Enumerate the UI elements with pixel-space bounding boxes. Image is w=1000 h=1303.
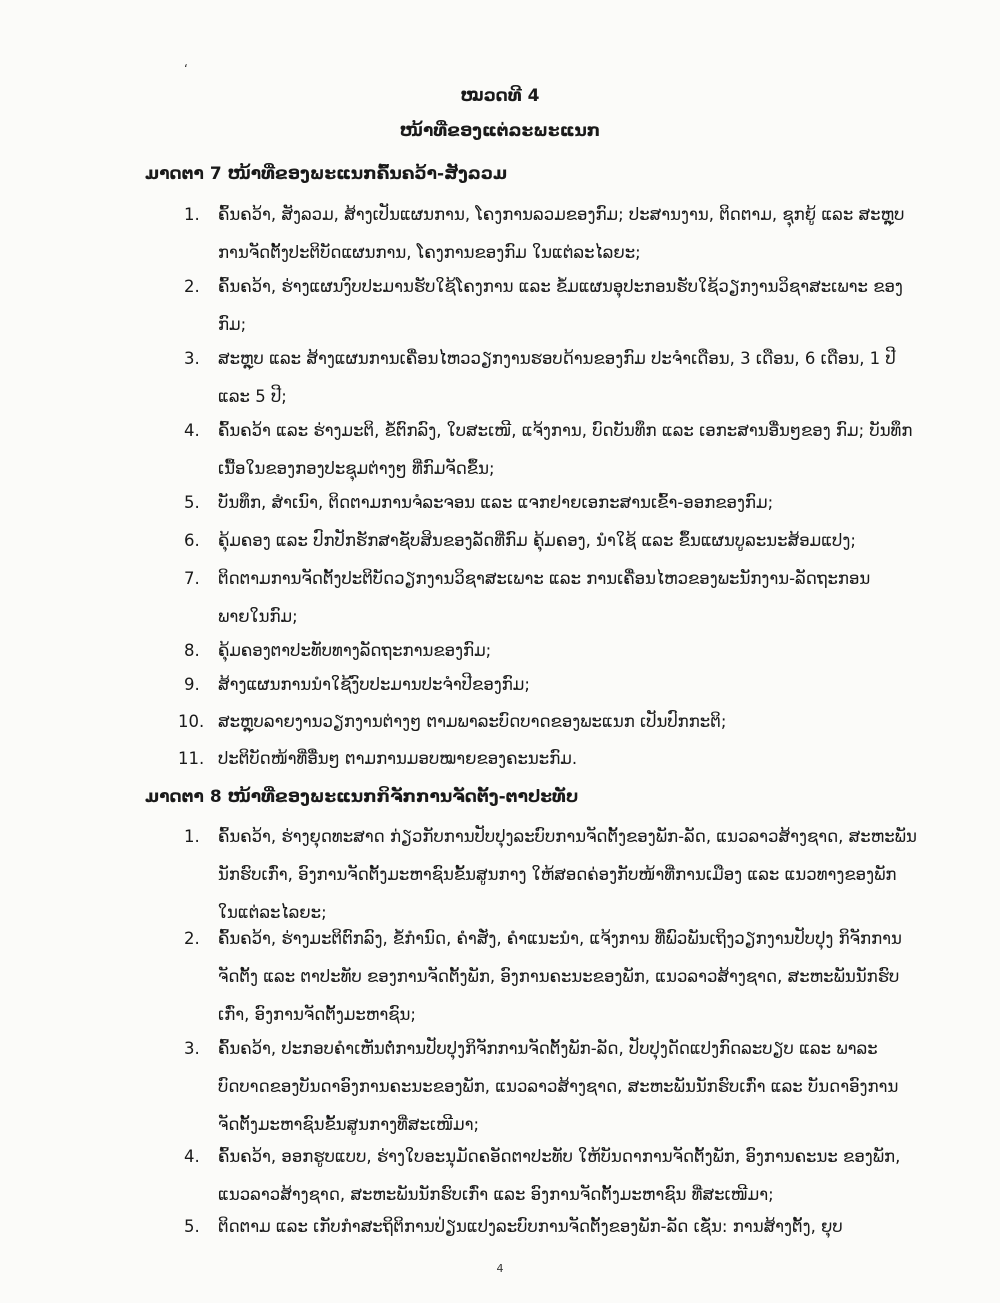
chapter-number: ໝວດທີ 4 <box>460 86 540 106</box>
item-number: 5. <box>184 1217 200 1236</box>
item-text: ຕິດຕາມການຈັດຕັ້ງປະຕິບັດວຽກງານວິຊາສະເພາະ ແລະ ການເຄື່ອນໄຫວຂອງພະນັກງານ-ລັດຖະກອນ ພາຍໃນກົມ; <box>218 569 871 626</box>
item-text: ຄົ້ນຄວ້າ ແລະ ຮ່າງມະຕິ, ຂໍ້ຕົກລົງ, ໃບສະເໜີ, ແຈ້ງການ, ບົດບັນທຶກ ແລະ ເອກະສານອື່ນໆຂອງ ກົມ; ບັນທຶກເນື້ອໃນຂອງກອງປະຊຸມຕ່າງໆ ທີ່ກົມຈັດຂຶ້ນ; <box>218 421 913 478</box>
item-number: 2. <box>184 929 200 948</box>
item-number: 1. <box>184 827 200 846</box>
chapter-title: ໜ້າທີ່ຂອງແຕ່ລະພະແນກ <box>399 121 601 141</box>
item-number: 3. <box>184 349 200 368</box>
item-number: 4. <box>184 421 200 440</box>
item-number: 9. <box>184 675 200 694</box>
item-text: ຄົ້ນຄວ້າ, ຮ່າງແຜນງົບປະມານຮັບໃຊ້ໂຄງການ ແລະ ຂໍ້ມແຜນອຸປະກອນຮັບໃຊ້ວຽກງານວິຊາສະເພາະ ຂອງກົມ; <box>218 277 903 334</box>
item-number: 2. <box>184 277 200 296</box>
item-text: ຄົ້ນຄວ້າ, ປະກອບຄໍາເຫັນຕໍ່ການປັບປຸງກິຈັກການຈັດຕັ້ງພັກ-ລັດ, ປັບປຸງດັດແປງກົດລະບຽບ ແລະ ພາລະບົດບາດຂອງບັນດາອົງການຄະນະຂອງພັກ, ແນວລາວສ້າງຊາດ, ສະຫະພັນນັກຮົບເກົ່າ ແລະ ບັນດາອົງການຈັດຕັ້ງມະຫາຊົນຂັ້ນສູນກາງທີ່ສະເໜີມາ; <box>218 1039 899 1134</box>
article-7-heading: ມາດຕາ 7 ໜ້າທີ່ຂອງພະແນກຄົ້ນຄວ້າ-ສັງລວມ <box>145 164 508 184</box>
item-text: ຄົ້ນຄວ້າ, ຮ່າງຍຸດທະສາດ ກ່ຽວກັບການປັບປຸງລະບົບການຈັດຕັ້ງຂອງພັກ-ລັດ, ແນວລາວສ້າງຊາດ, ສະຫະພັນນັກຮົບເກົ່າ, ອົງການຈັດຕັ້ງມະຫາຊົນຂັ້ນສູນກາງ ໃຫ້ສອດຄ່ອງກັບໜ້າທີ່ການເມືອງ ແລະ ແນວທາງຂອງພັກ ໃນແຕ່ລະໄລຍະ; <box>218 827 917 922</box>
item-number: 7. <box>184 569 200 588</box>
item-text: ຄົ້ນຄວ້າ, ສັງລວມ, ສ້າງເປັນແຜນການ, ໂຄງການລວມຂອງກົມ; ປະສານງານ, ຕິດຕາມ, ຊຸກຍູ້ ແລະ ສະຫຼຸບການຈັດຕັ້ງປະຕິບັດແຜນການ, ໂຄງການຂອງກົມ ໃນແຕ່ລະໄລຍະ; <box>218 205 905 262</box>
item-number: 10. <box>178 712 205 731</box>
item-text: ຄົ້ນຄວ້າ, ອອກຮູບແບບ, ຮ່າງໃບອະນຸມັດຄອັດຕາປະທັບ ໃຫ້ບັນດາການຈັດຕັ້ງພັກ, ອົງການຄະນະ ຂອງພັກ, ແນວລາວສ້າງຊາດ, ສະຫະພັນນັກຮົບເກົ່າ ແລະ ອົງການຈັດຕັ້ງມະຫາຊົນ ທີ່ສະເໜີມາ; <box>218 1147 901 1204</box>
item-text: ສ້າງແຜນການນໍາໃຊ້ງົບປະມານປະຈໍາປີຂອງກົມ; <box>218 675 530 694</box>
item-number: 3. <box>184 1039 200 1058</box>
item-text: ສະຫຼຸບ ແລະ ສ້າງແຜນການເຄື່ອນໄຫວວຽກງານຮອບດ້ານຂອງກົມ ປະຈໍາເດືອນ, 3 ເດືອນ, 6 ເດືອນ, 1 ປີ ແລະ 5 ປີ; <box>218 349 896 406</box>
stray-mark: ‘ <box>184 62 188 76</box>
article-8-heading: ມາດຕາ 8 ໜ້າທີ່ຂອງພະແນກກິຈັກການຈັດຕັ້ງ-ຕາປະທັບ <box>145 787 579 807</box>
article-8-item-5 <box>184 1208 920 1246</box>
item-text: ສະຫຼຸບລາຍງານວຽກງານຕ່າງໆ ຕາມພາລະບົດບາດຂອງພະແນກ ເປັນປົກກະຕິ; <box>218 712 727 731</box>
item-number: 6. <box>184 531 200 550</box>
item-number: 4. <box>184 1147 200 1166</box>
item-text: ຄຸ້ມຄອງຕາປະທັບທາງລັດຖະການຂອງກົມ; <box>218 641 492 660</box>
item-number: 11. <box>178 749 205 768</box>
item-text: ປະຕິບັດໜ້າທີ່ອື່ນໆ ຕາມການມອບໝາຍຂອງຄະນະກົມ. <box>218 749 578 768</box>
item-text: ຄຸ້ມຄອງ ແລະ ປົກປັກຮັກສາຊັບສິນຂອງລັດທີ່ກົມ ຄຸ້ມຄອງ, ນໍາໃຊ້ ແລະ ຂຶ້ນແຜນບູລະນະສ້ອມແປງ; <box>218 531 856 550</box>
item-text: ຄົ້ນຄວ້າ, ຮ່າງມະຕິຕົກລົງ, ຂໍ້ກໍານົດ, ຄໍາສັ່ງ, ຄໍາແນະນໍາ, ແຈ້ງການ ທີ່ພົວພັນເຖິງວຽກງານປັບປຸງ ກິຈັກການຈັດຕັ້ງ ແລະ ຕາປະທັບ ຂອງການຈັດຕັ້ງພັກ, ອົງການຄະນະຂອງພັກ, ແນວລາວສ້າງຊາດ, ສະຫະພັນນັກຮົບເກົ່າ, ອົງການຈັດຕັ້ງມະຫາຊົນ; <box>218 929 902 1024</box>
item-number: 5. <box>184 493 200 512</box>
item-text: ບັນທຶກ, ສໍາເນົາ, ຕິດຕາມການຈໍລະຈອນ ແລະ ແຈກຢາຍເອກະສານເຂົ້າ-ອອກຂອງກົມ; <box>218 493 774 512</box>
item-text: ຕິດຕາມ ແລະ ເກັບກໍາສະຖິຕິການປ່ຽນແປງລະບົບການຈັດຕັ້ງຂອງພັກ-ລັດ ເຊັ່ນ: ການສ້າງຕັ້ງ, ຍຸບ <box>218 1217 843 1236</box>
item-number: 1. <box>184 205 200 224</box>
item-number: 8. <box>184 641 200 660</box>
page-number: 4 <box>496 1262 504 1275</box>
